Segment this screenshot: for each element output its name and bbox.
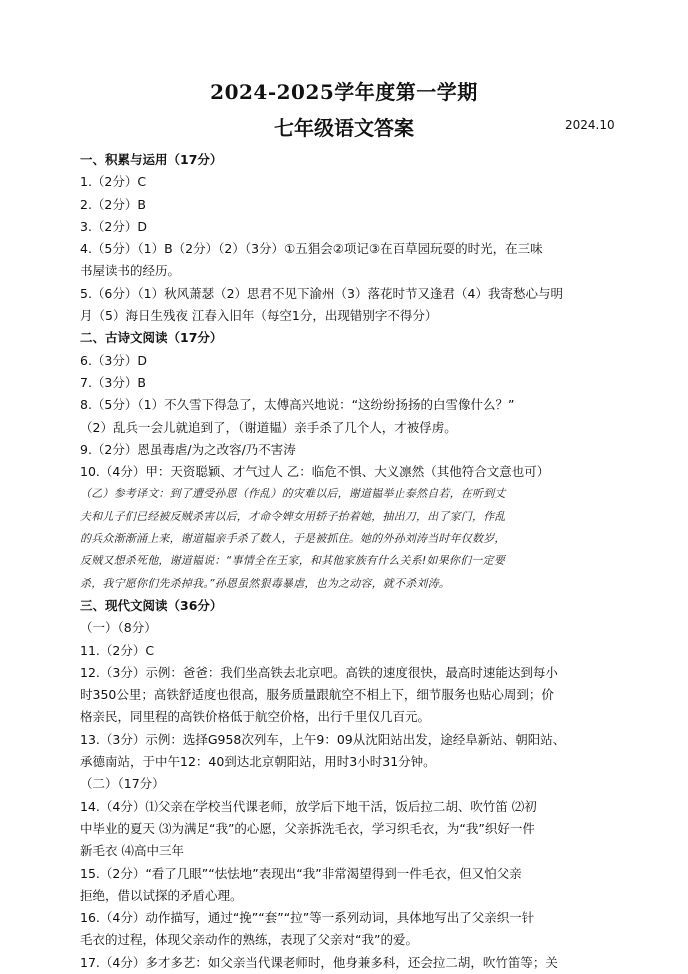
document-date: 2024.10 <box>565 118 615 132</box>
answer-line: 承德南站，于中午12：40到达北京朝阳站，用时3小时31分钟。 <box>80 754 436 770</box>
answer-line: 毛衣的过程，体现父亲动作的熟练，表现了父亲对“我”的爱。 <box>80 932 418 948</box>
translation-line: （乙）参考译文：到了遭受孙恩（作乱）的灾难以后，谢道韫举止泰然自若，在听到丈 <box>80 487 506 501</box>
answer-line: 12.（3分）示例：爸爸：我们坐高铁去北京吧。高铁的速度很快，最高时速能达到每小 <box>80 664 558 680</box>
section-heading: 一、积累与运用（17分） <box>80 152 223 167</box>
document-subtitle: 七年级语文答案 <box>274 116 414 140</box>
answer-line: （一）（8分） <box>80 620 157 636</box>
answer-line: 月（5）海日生残夜 江春入旧年（每空1分，出现错别字不得分） <box>80 308 438 324</box>
answer-line: 10.（4分）甲：天资聪颖、才气过人 乙：临危不惧、大义凛然（其他符合文意也可） <box>80 464 550 480</box>
answer-line: 17.（4分）多才多艺：如父亲当代课老师时，他身兼多科，还会拉二胡，吹竹笛等；关 <box>80 954 558 970</box>
answer-line: 3.（2分）D <box>80 218 148 234</box>
answer-line: 4.（5分）（1）B（2分）（2）（3分）①五猖会②项记③在百草园玩耍的时光，在三味 <box>80 241 543 257</box>
section-heading: 三、现代文阅读（36分） <box>80 597 223 613</box>
answer-line: 15.（2分）“看了几眼”“怯怯地”表现出“我”非常渴望得到一件毛衣，但又怕父亲 <box>80 865 522 881</box>
answer-line: 6.（3分）D <box>80 352 148 368</box>
document-title: 2024-2025学年度第一学期 <box>210 80 478 104</box>
answer-line: 11.（2分）C <box>80 642 155 658</box>
answer-line: 5.（6分）（1）秋风萧瑟（2）思君不见下渝州（3）落花时节又逢君（4）我寄愁心与明 <box>80 285 563 301</box>
answer-line: 2.（2分）B <box>80 196 146 212</box>
answer-line: 拒绝，借以试探的矛盾心理。 <box>80 887 243 903</box>
translation-line: 的兵众渐渐涌上来，谢道韫亲手杀了数人，于是被抓住。她的外孙刘涛当时年仅数岁， <box>80 532 506 546</box>
answer-line: 8.（5分）（1）不久雪下得急了，太傅高兴地说：“这纷纷扬扬的白雪像什么？” <box>80 397 515 413</box>
answer-line: （二）（17分） <box>80 776 165 792</box>
translation-line: 杀，我宁愿你们先杀掉我。”孙恩虽然狠毒暴虐，也为之动容，就不杀刘涛。 <box>80 576 450 590</box>
answer-line: 中毕业的夏天 ⑶为满足“我”的心愿，父亲拆洗毛衣，学习织毛衣，为“我”织好一件 <box>80 820 535 836</box>
answer-line: 14.（4分）⑴父亲在学校当代课老师，放学后下地干活，饭后拉二胡、吹竹笛 ⑵初 <box>80 798 537 814</box>
translation-line: 反贼又想杀死他，谢道韫说：“事情全在王家，和其他家族有什么关系!如果你们一定要 <box>80 554 505 568</box>
answer-line: 16.（4分）动作描写，通过“挽”“套”“拉”等一系列动词，具体地写出了父亲织一针 <box>80 910 535 926</box>
answer-line: （2）乱兵一会儿就追到了，（谢道韫）亲手杀了几个人，才被俘虏。 <box>80 419 457 435</box>
translation-line: 夫和儿子们已经被反贼杀害以后，才命令婢女用轿子抬着她，抽出刀，出了家门，作乱 <box>80 509 506 523</box>
answer-line: 格亲民，同里程的高铁价格低于航空价格，出行千里仅几百元。 <box>80 709 431 725</box>
answer-line: 1.（2分）C <box>80 174 147 190</box>
answer-line: 时350公里；高铁舒适度也很高，服务质量跟航空不相上下，细节服务也贴心周到；价 <box>80 687 554 703</box>
answer-body <box>80 149 666 974</box>
subtitle-row <box>0 112 688 142</box>
answer-line: 新毛衣 ⑷高中三年 <box>80 843 184 859</box>
answer-line: 7.（3分）B <box>80 374 146 390</box>
answer-line: 9.（2分）恩虽毒虐/为之改容/乃不害涛 <box>80 441 296 457</box>
answer-line: 书屋读书的经历。 <box>80 263 181 279</box>
answer-line: 13.（3分）示例：选择G958次列车，上午9：09从沈阳站出发，途经阜新站、朝阳站、 <box>80 731 566 747</box>
section-heading: 二、古诗文阅读（17分） <box>80 330 223 346</box>
